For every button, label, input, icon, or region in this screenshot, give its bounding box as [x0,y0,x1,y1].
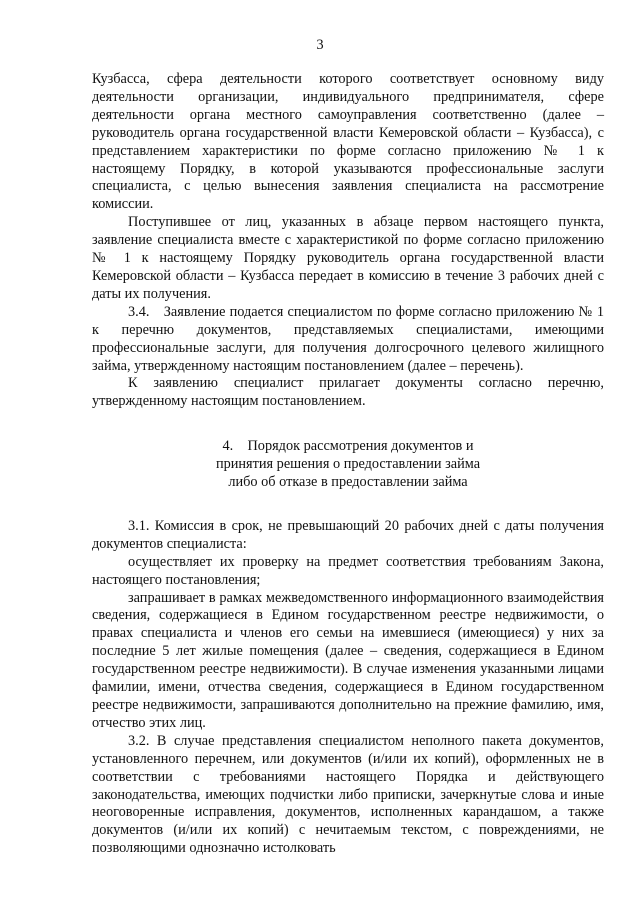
document-body [92,71,604,858]
paragraph-transfer-to-commission: Поступившее от лиц, указанных в абзаце первом настоящего пункта, заявление специалиста вместе с характеристикой по форме согласно приложению № 1 к настоящему Порядку руководитель органа государственной власти Кемеровской области – Кузбасса передает в комиссию в течение 3 рабочих дней с даты их получения. [92,214,604,302]
paragraph-3-1: 3.1. Комиссия в срок, не превышающий 20 рабочих дней с даты получения документов специалиста: [92,517,604,552]
paragraph-3-4: 3.4. Заявление подается специалистом по форме согласно приложению № 1 к перечню документов, представляемых специалистами, имеющими профессиональные заслуги, для получения долгосрочного целевого жилищного займа, утвержденному настоящим постановлением (далее – перечень). [92,303,604,374]
paragraph-3-2: 3.2. В случае представления специалистом неполного пакета документов, установленного перечнем, или документов (и/или их копий), оформленных не в соответствии с требованиями настоящего Порядка и действующего законодательства, имеющих подчистки либо приписки, зачеркнутые слова и иные неоговоренные исправления, документов, исполненных карандашом, а также документов (и/или их копий) с нечитаемым текстом, с повреждениями, не позволяющими однозначно истолковать [92,732,604,857]
paragraph-attachments: К заявлению специалист прилагает документы согласно перечню, утвержденному настоящим постановлением. [92,375,604,410]
paragraph-continuation: Кузбасса, сфера деятельности которого соответствует основному виду деятельности организации, индивидуального предпринимателя, сфере деятельности органа местного самоуправления соответственно (далее – руководитель органа государственной власти Кемеровской области – Кузбасса), с представлением характеристики по форме согласно приложению № 1 к настоящему Порядку, в которой указываются профессиональные заслуги специалиста, с целью вынесения заявления специалиста на рассмотрение комиссии. [92,71,604,213]
paragraph-registry-request: запрашивает в рамках межведомственного информационного взаимодействия сведения, содержащиеся в Едином государственном реестре недвижимости, о правах специалиста и членов его семьи на имевшиеся (имеющиеся) у них за последние 5 лет жилые помещения (далее – сведения, содержащиеся в Едином государственном реестре недвижимости). В случае изменения указанными лицами фамилии, имени, отчества сведения, содержащиеся в Едином государственном реестре недвижимости, запрашиваются дополнительно на прежние фамилию, имя, отчество этих лиц. [92,589,604,731]
section-heading-line-1: 4. Порядок рассмотрения документов и [222,438,474,455]
paragraph-verification: осуществляет их проверку на предмет соответствия требованиям Закона, настоящего постановления; [92,553,604,588]
page-number: 3 [316,37,324,53]
section-heading-line-3: либо об отказе в предоставлении займа [228,474,468,491]
section-heading-line-2: принятия решения о предоставлении займа [215,456,481,473]
section-heading [92,438,604,492]
